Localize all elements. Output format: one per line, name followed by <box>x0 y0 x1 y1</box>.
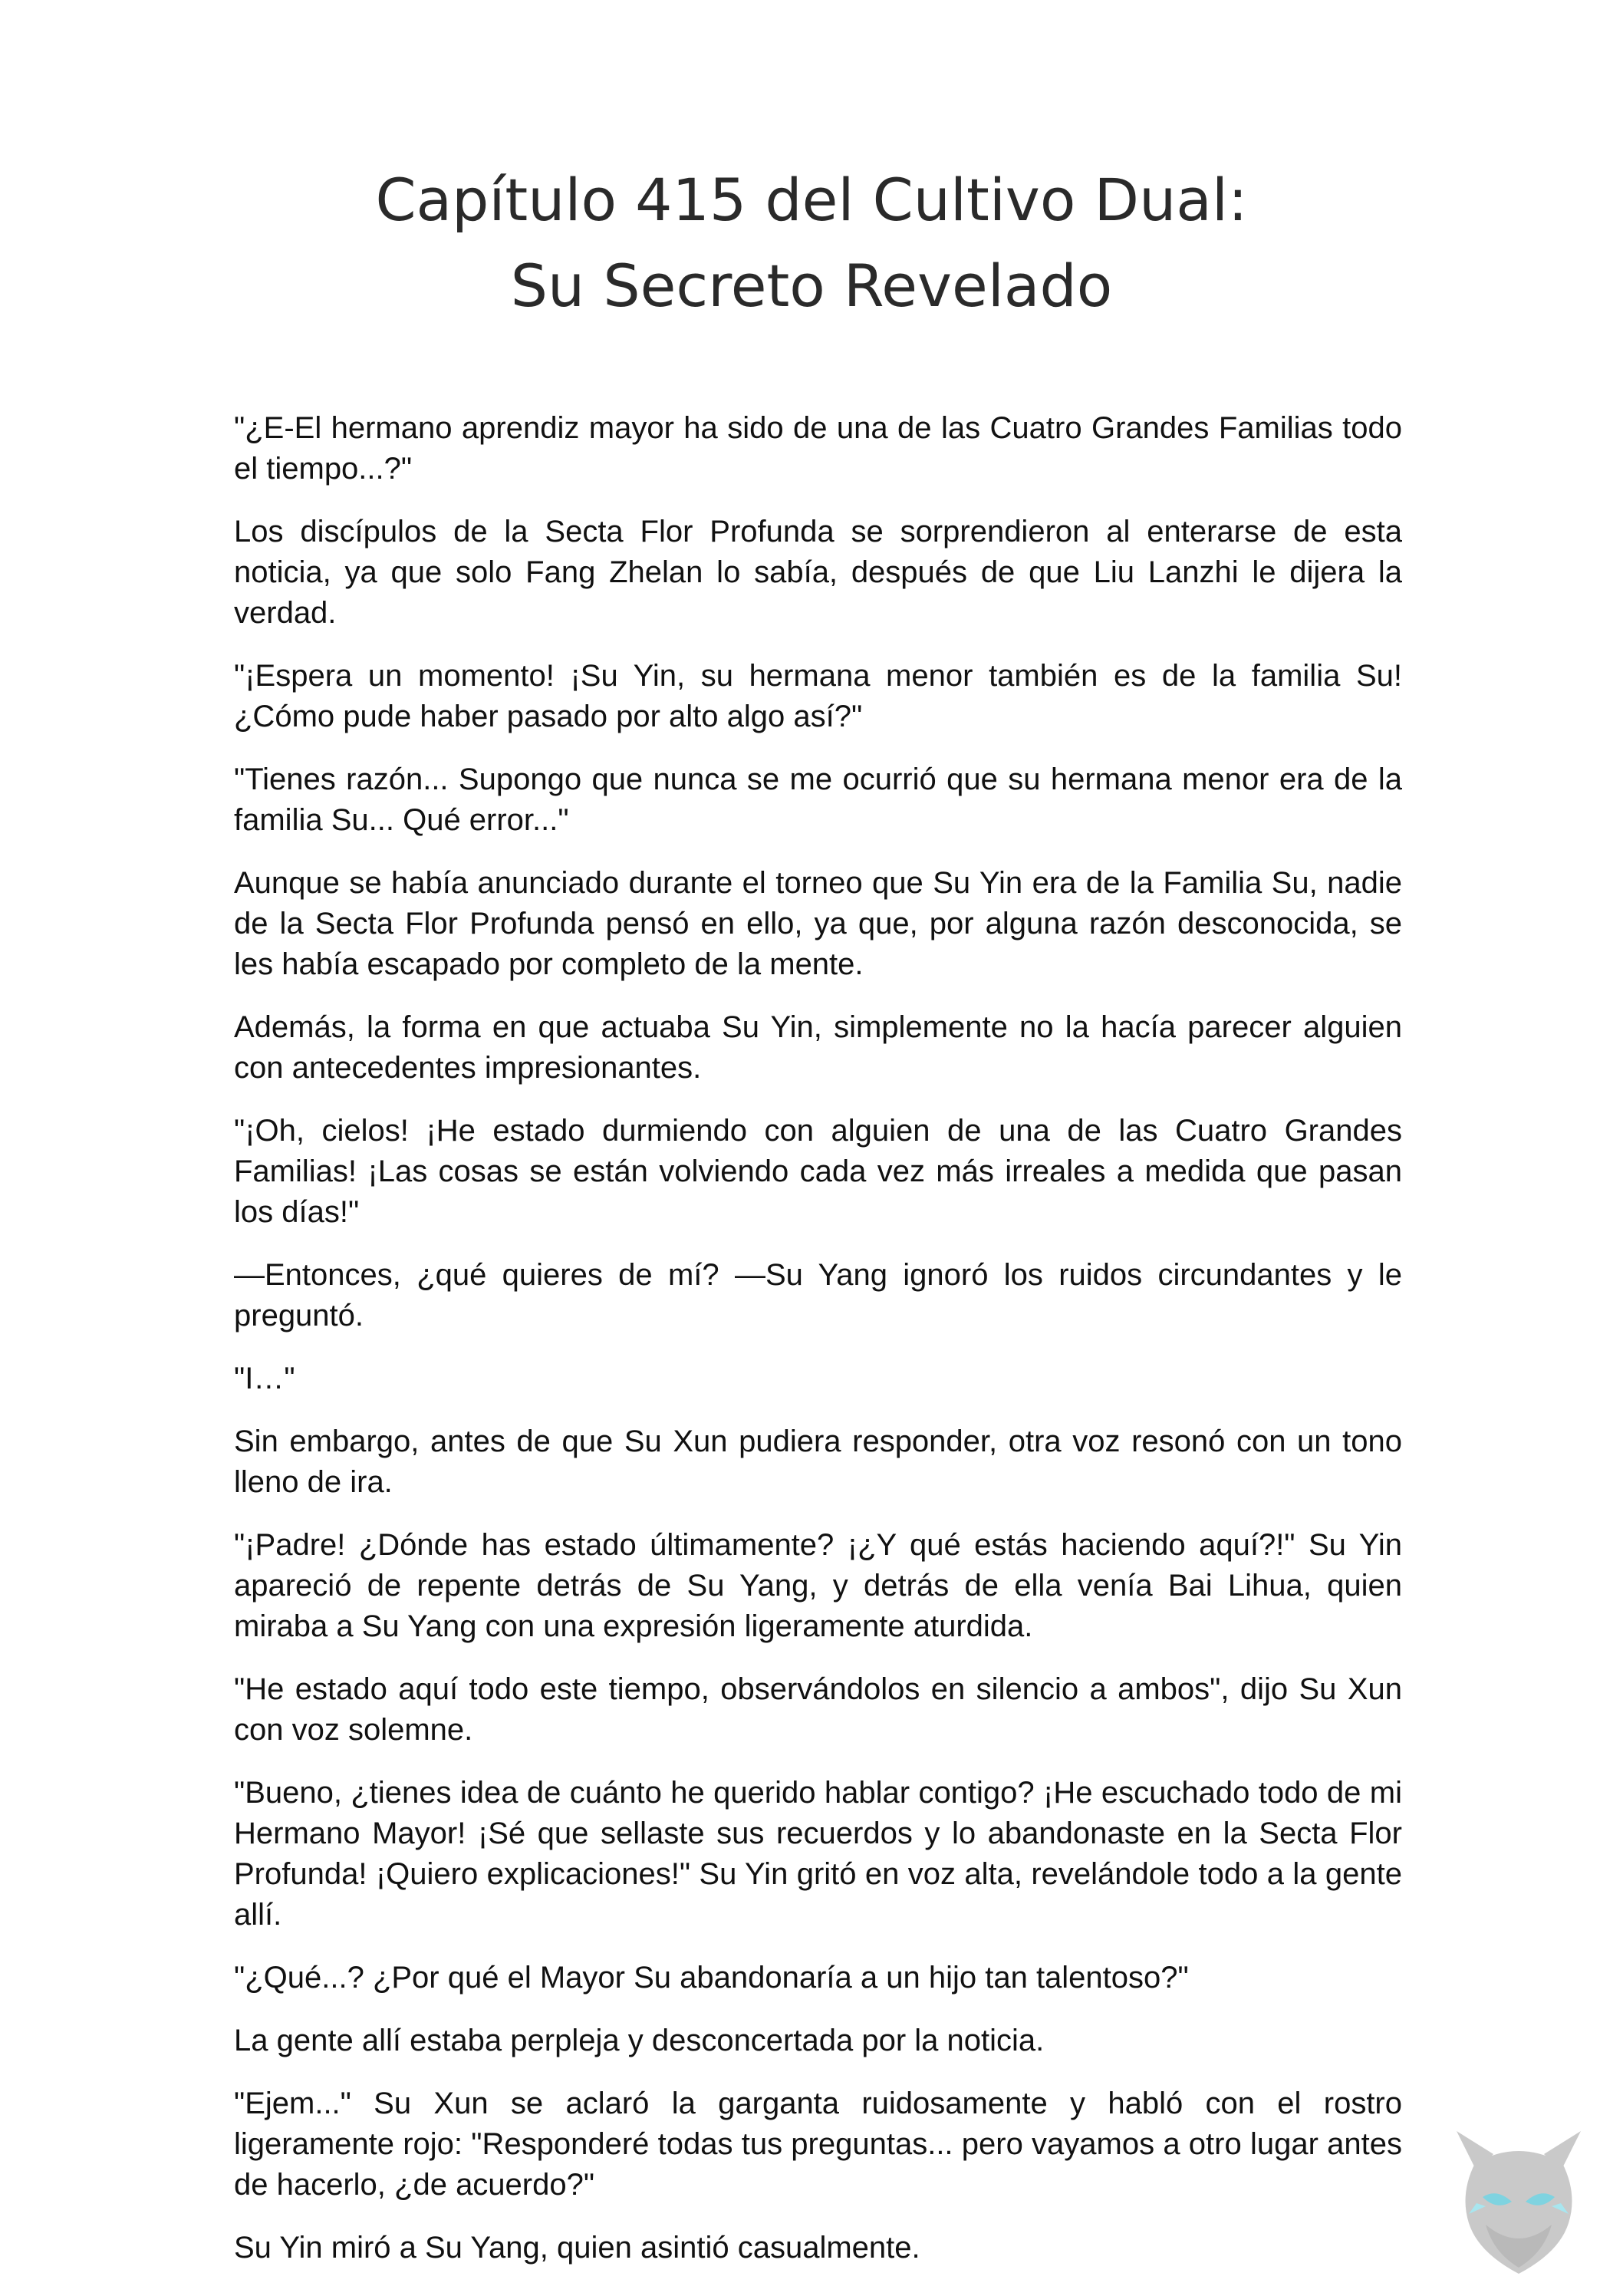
paragraph-10: Sin embargo, antes de que Su Xun pudiera responder, otra voz resonó con un tono lleno de ira. <box>234 1425 1402 1499</box>
paragraph-8: —Entonces, ¿qué quieres de mí? —Su Yang ignoró los ruidos circundantes y le preguntó. <box>234 1258 1402 1332</box>
paragraph-12: "He estado aquí todo este tiempo, observándolos en silencio a ambos", dijo Su Xun con voz solemne. <box>234 1672 1402 1747</box>
paragraph-17: Su Yin miró a Su Yang, quien asintió casualmente. <box>234 2231 920 2265</box>
chapter-body <box>234 408 1402 2291</box>
paragraph-4: "Tienes razón... Supongo que nunca se me ocurrió que su hermana menor era de la familia Su... Qué error..." <box>234 763 1402 837</box>
chapter-title-line-2: Su Secreto Revelado <box>510 252 1113 320</box>
paragraph-6: Además, la forma en que actuaba Su Yin, simplemente no la hacía parecer alguien con antecedentes impresionantes. <box>234 1010 1402 1085</box>
paragraph-16: "Ejem..." Su Xun se aclaró la garganta ruidosamente y habló con el rostro ligeramente rojo: "Responderé todas tus preguntas... pero vayamos a otro lugar antes de hacerlo, ¿de acuerdo?" <box>234 2087 1402 2202</box>
paragraph-14: "¿Qué...? ¿Por qué el Mayor Su abandonaría a un hijo tan talentoso?" <box>234 1961 1189 1995</box>
chapter-title-line-1: Capítulo 415 del Cultivo Dual: <box>375 166 1248 234</box>
paragraph-9: "I…" <box>234 1362 295 1395</box>
paragraph-2: Los discípulos de la Secta Flor Profunda se sorprendieron al enterarse de esta noticia, ya que solo Fang Zhelan lo sabía, después de que Liu Lanzhi le dijera la verdad. <box>234 515 1402 630</box>
paragraph-13: "Bueno, ¿tienes idea de cuánto he querido hablar contigo? ¡He escuchado todo de mi Hermano Mayor! ¡Sé que sellaste sus recuerdos y lo abandonaste en la Secta Flor Profunda! ¡Quiero explicaciones!" Su Yin gritó en voz alta, revelándole todo a la gente allí. <box>234 1776 1402 1932</box>
paragraph-1: "¿E-El hermano aprendiz mayor ha sido de una de las Cuatro Grandes Familias todo el tiempo...?" <box>234 411 1402 486</box>
chapter-title <box>0 157 1623 329</box>
paragraph-15: La gente allí estaba perpleja y desconcertada por la noticia. <box>234 2024 1045 2057</box>
paragraph-5: Aunque se había anunciado durante el torneo que Su Yin era de la Familia Su, nadie de la Secta Flor Profunda pensó en ello, ya que, por alguna razón desconocida, se les había escapado por completo de la mente. <box>234 866 1402 981</box>
paragraph-11: "¡Padre! ¿Dónde has estado últimamente? ¡¿Y qué estás haciendo aquí?!" Su Yin apareció de repente detrás de Su Yang, y detrás de ella venía Bai Lihua, quien miraba a Su Yang con una expresión ligeramente aturdida. <box>234 1528 1402 1643</box>
logo-head <box>1457 2131 1581 2274</box>
demon-head-logo-icon <box>1446 2117 1592 2278</box>
paragraph-3: "¡Espera un momento! ¡Su Yin, su hermana menor también es de la familia Su! ¿Cómo pude haber pasado por alto algo así?" <box>234 659 1402 733</box>
paragraph-7: "¡Oh, cielos! ¡He estado durmiendo con alguien de una de las Cuatro Grandes Familias! ¡Las cosas se están volviendo cada vez más irreales a medida que pasan los días!" <box>234 1114 1402 1229</box>
